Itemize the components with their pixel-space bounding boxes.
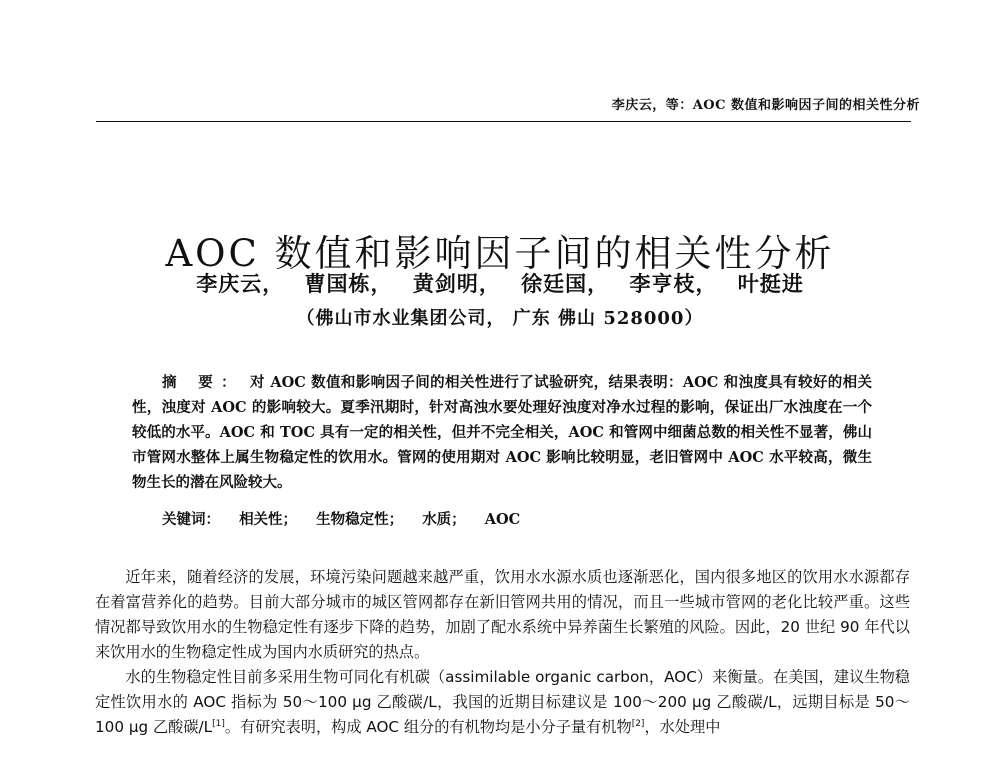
author-name: 李亨枝， xyxy=(629,271,718,296)
keyword: 水质； xyxy=(422,511,466,528)
header-rule xyxy=(96,121,911,122)
keyword: AOC xyxy=(484,511,521,528)
abstract-text: 对 AOC 数值和影响因子间的相关性进行了试验研究，结果表明：AOC 和浊度具有较好的相关性，浊度对 AOC 的影响较大。夏季汛期时，针对高浊水要处理好浊度对净水过程的影响，保证出厂水浊度在一个较低的水平。AOC 和 TOC 具有一定的相关性，但并不完全相关，AOC 和管网中细菌总数的相关性不显著，佛山市管网水整体上属生物稳定性的饮用水。管网的使用期对 AOC 影响比较明显，老旧管网中 AOC 水平较高，微生物生长的潜在风险较大。 xyxy=(132,374,872,491)
author-name: 徐廷国， xyxy=(521,271,610,296)
keywords-label: 关键词： xyxy=(162,511,220,528)
body-text xyxy=(95,565,910,740)
citation-ref[interactable]: [1] xyxy=(212,718,225,729)
affiliation: （佛山市水业集团公司， 广东 佛山 528000） xyxy=(296,308,704,329)
author-name: 黄剑明， xyxy=(412,271,501,296)
running-header: 李庆云，等：AOC 数值和影响因子间的相关性分析 xyxy=(611,98,920,113)
author-name: 叶挺进 xyxy=(737,271,804,296)
keyword: 相关性； xyxy=(239,511,298,528)
abstract xyxy=(132,370,872,495)
keyword: 生物稳定性； xyxy=(316,511,404,528)
author-name: 李庆云， xyxy=(196,271,285,296)
body-text-segment: 。有研究表明，构成 AOC 组分的有机物均是小分子量有机物 xyxy=(224,718,632,736)
keywords xyxy=(162,508,882,529)
body-paragraph xyxy=(95,665,910,740)
abstract-label: 摘 要： xyxy=(162,374,245,391)
body-text-segment: ，水处理中 xyxy=(644,718,721,736)
citation-ref[interactable]: [2] xyxy=(631,718,645,729)
paper-title: AOC 数值和影响因子间的相关性分析 xyxy=(165,231,835,275)
body-text-segment: 水的生物稳定性目前多采用生物可同化有机碳（assimilable organic carbon，AOC）来衡量。在美国，建议生物稳定性饮用水的 AOC 指标为 50～100 μg 乙酸碳/L，我国的近期目标建议是 100～200 μg 乙酸碳/L，远期目标是 50～100 μg 乙酸碳/L xyxy=(95,668,910,736)
author-name: 曹国栋， xyxy=(304,271,393,296)
author-list xyxy=(0,268,1000,298)
body-paragraph: 近年来，随着经济的发展，环境污染问题越来越严重，饮用水水源水质也逐渐恶化，国内很多地区的饮用水水源都存在着富营养化的趋势。目前大部分城市的城区管网都存在新旧管网共用的情况，而且一些城市管网的老化比较严重。这些情况都导致饮用水的生物稳定性有逐步下降的趋势，加剧了配水系统中异养菌生长繁殖的风险。因此，20 世纪 90 年代以来饮用水的生物稳定性成为国内水质研究的热点。 xyxy=(95,568,910,661)
